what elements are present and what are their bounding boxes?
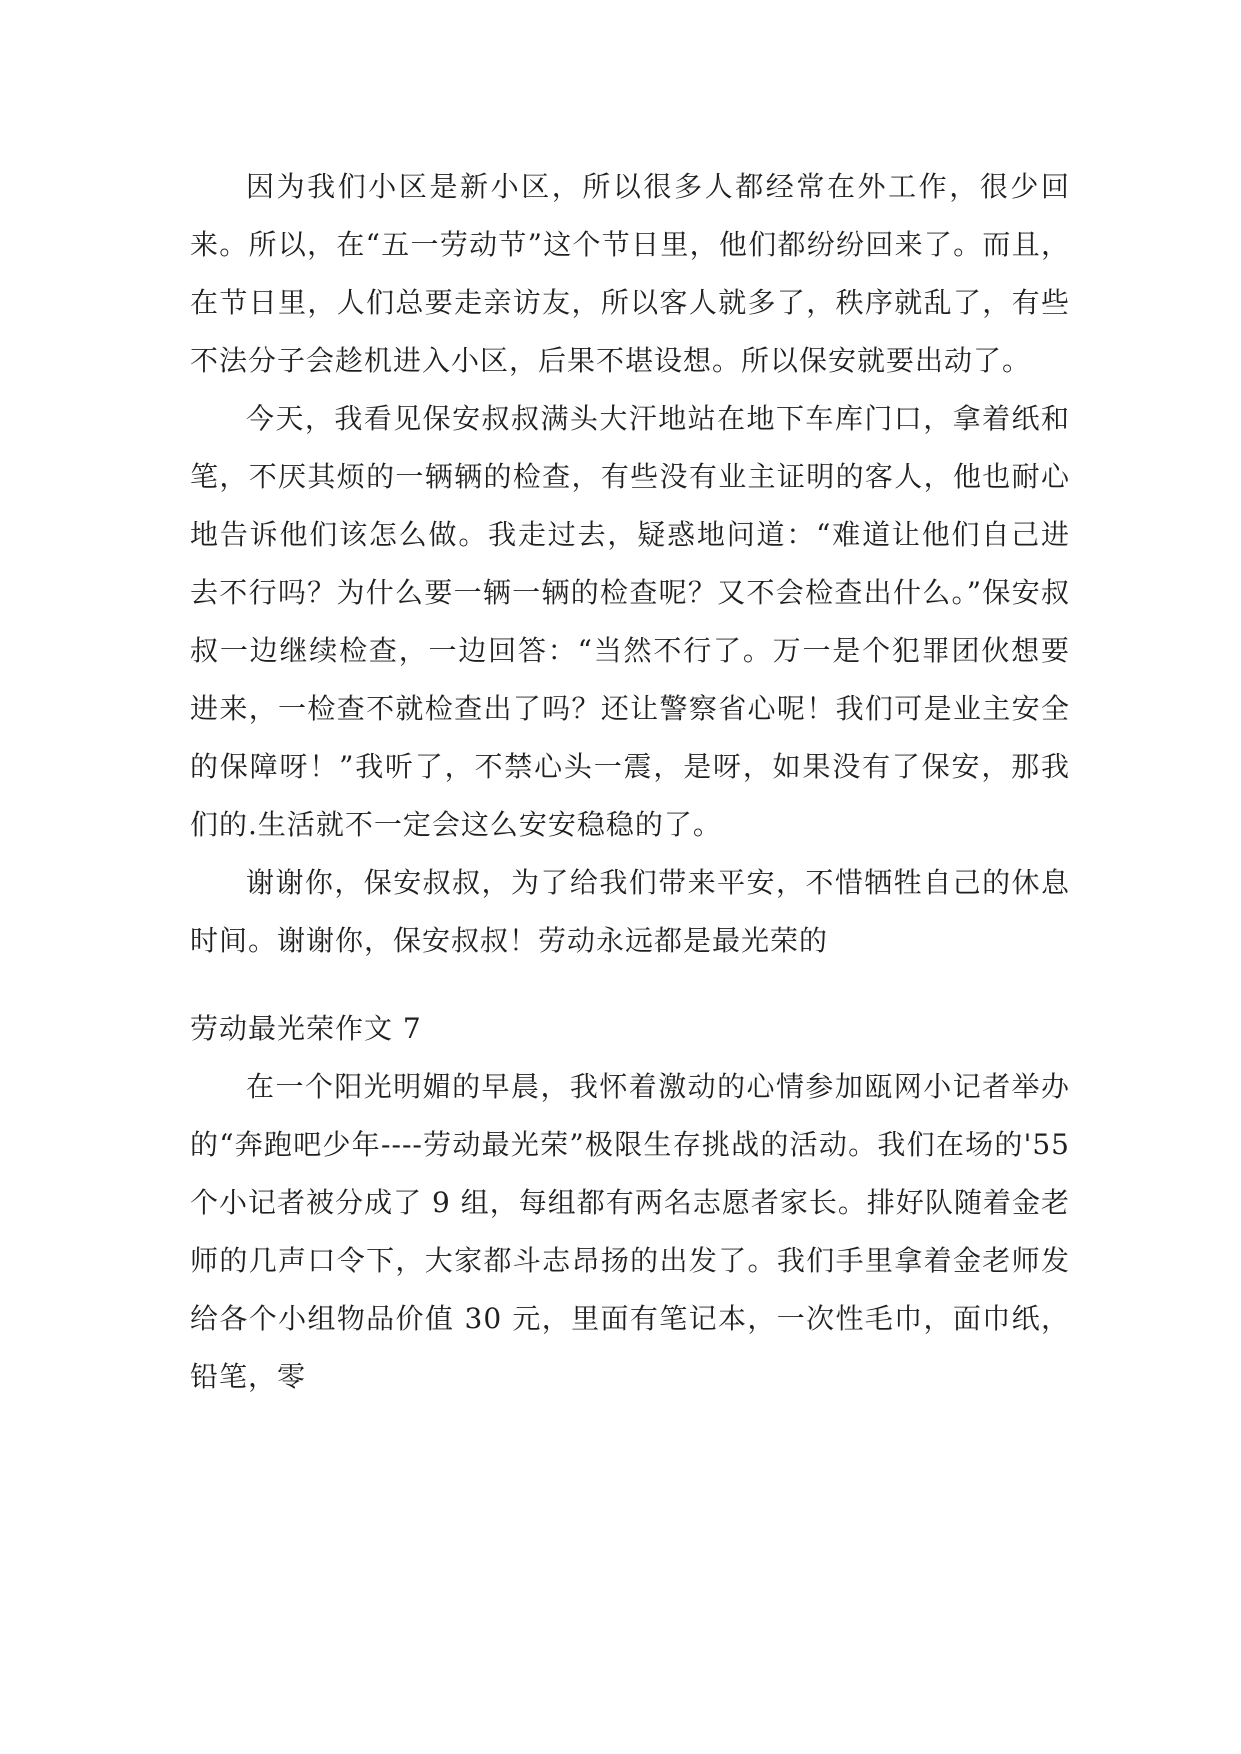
document-body — [190, 158, 1070, 1406]
paragraph-4: 在一个阳光明媚的早晨，我怀着激动的心情参加瓯网小记者举办的“奔跑吧少年----劳动最光荣”极限生存挑战的活动。我们在场的'55 个小记者被分成了 9 组，每组都有两名志愿者家长。排好队随着金老师的几声口令下，大家都斗志昂扬的出发了。我们手里拿着金老师发给各个小组物品价值 30 元，里面有笔记本，一次性毛巾，面巾纸，铅笔，零 — [190, 1070, 1070, 1393]
paragraph-3: 谢谢你，保安叔叔，为了给我们带来平安，不惜牺牲自己的休息时间。谢谢你，保安叔叔！劳动永远都是最光荣的 — [190, 866, 1070, 957]
section-title: 劳动最光荣作文 7 — [190, 1012, 422, 1045]
paragraph-1: 因为我们小区是新小区，所以很多人都经常在外工作，很少回来。所以，在“五一劳动节”这个节日里，他们都纷纷回来了。而且，在节日里，人们总要走亲访友，所以客人就多了，秩序就乱了，有些不法分子会趁机进入小区，后果不堪设想。所以保安就要出动了。 — [190, 170, 1070, 377]
paragraph-2: 今天，我看见保安叔叔满头大汗地站在地下车库门口，拿着纸和笔，不厌其烦的一辆辆的检查，有些没有业主证明的客人，他也耐心地告诉他们该怎么做。我走过去，疑惑地问道：“难道让他们自己进去不行吗？为什么要一辆一辆的检查呢？又不会检查出什么。”保安叔叔一边继续检查，一边回答：“当然不行了。万一是个犯罪团伙想要进来，一检查不就检查出了吗？还让警察省心呢！我们可是业主安全的保障呀！”我听了，不禁心头一震，是呀，如果没有了保安，那我们的.生活就不一定会这么安安稳稳的了。 — [190, 402, 1070, 841]
